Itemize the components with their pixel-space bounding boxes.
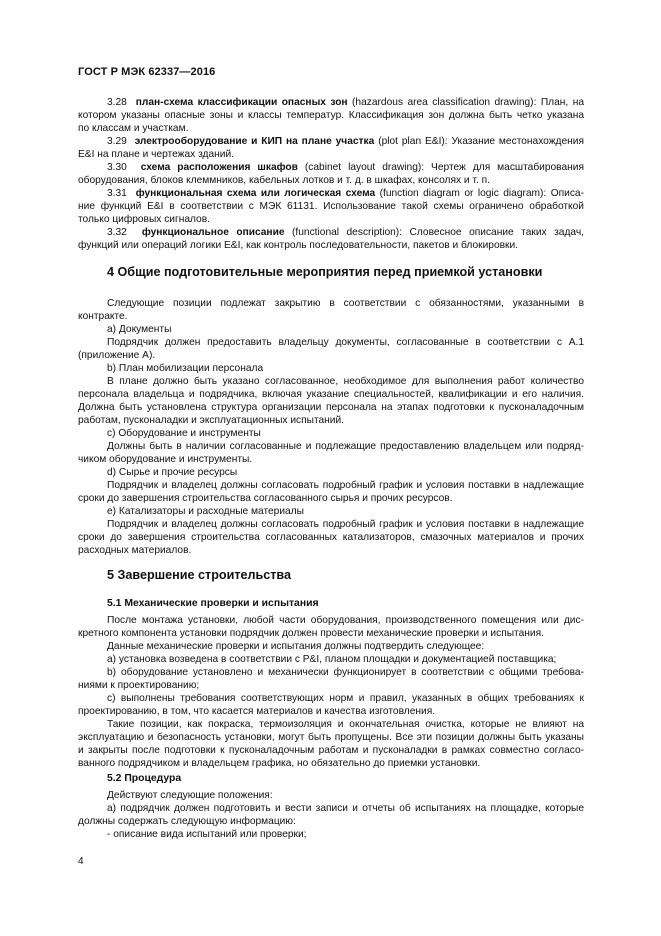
item-c-text-line2: чиком оборудование и инструменты. [78,454,253,465]
item-d-text: Подрядчик и владелец должны согласовать подробный график и условия поставки в надлежащие [107,480,584,491]
term-3-30: 3.30 схема расположения шкафов (cabinet layout drawing): Чертеж для масштабирования [107,162,584,173]
term-3-32: 3.32 функциональное описание (functional description): Словесное описание таких задач, [107,227,584,238]
term-3-31-line2: ние функций E&I в соответствии с МЭК 61131. Использование такой схемы ограничено обработкой [78,201,584,212]
s51-para3-line4: ванного подрядчиком и владельцем графика, но обязательно до приемки установки. [78,758,481,769]
s52-list-a: a) подрядчик должен подготовить и вести записи и отчеты об испытаниях на площадке, которые [107,803,584,814]
item-e-text-line2: сроки до завершения строительства согласованных катализаторов, смазочных материалов и прочих [78,532,584,543]
item-c-text: Должны быть в наличии согласованные и подлежащие предоставлению владельцем или подряд- [107,441,584,452]
item-d-text-line2: сроки до завершения строительства согласованного сырья и прочих ресурсов. [78,493,453,504]
term-3-28: 3.28 план-схема классификации опасных зон (hazardous area classification drawing): План, на [107,97,584,108]
term-3-31-line3: только цифровых сигналов. [78,214,210,225]
s51-list-c-line2: проектированию, в том, что касается материалов и качества изготовления. [78,706,436,717]
item-e-text-line3: расходных материалов. [78,545,192,556]
s51-list-c: c) выполнены требования соответствующих норм и правил, указанных в общих требованиях к [107,693,584,704]
subsection-5-1-title: 5.1 Механические проверки и испытания [107,598,319,609]
term-3-28-line2: котором указаны опасные зоны и классы температур. Классификация зон должна быть четко указана [78,110,584,121]
item-b-text: В плане должно быть указано согласованное, необходимое для выполнения работ количество [107,376,584,387]
s51-para1: После монтажа установки, любой части оборудования, производственного помещения или дис- [107,615,584,626]
s51-list-a: a) установка возведена в соответствии с P&I, планом площадки и документацией поставщика; [107,654,557,665]
s51-para3: Такие позиции, как покраска, термоизоляция и окончательная очистка, которые не влияют на [107,719,584,730]
s51-para3-line2: эксплуатацию и безопасность установки, могут быть пропущены. Все эти позиции должны быть указаны [78,732,584,743]
s52-list-a-line2: должны содержать следующую информацию: [78,816,296,827]
item-b-text-line4: работам, пусконаладки и эксплуатационных испытаний. [78,415,344,426]
term-3-29: 3.29 электрооборудование и КИП на плане участка (plot plan E&I): Указание местонахождения [107,136,584,147]
item-c-title: c) Оборудование и инструменты [107,428,261,439]
s51-para2: Данные механические проверки и испытания должны подтвердить следующее: [107,641,485,652]
term-3-31: 3.31 функциональная схема или логическая схема (function diagram or logic diagram): Описа- [107,188,584,199]
s52-dash-item: - описание вида испытаний или проверки; [107,829,307,840]
s51-list-b: b) оборудование установлено и механически функционирует в соответствии с общими требова- [107,667,584,678]
term-3-29-line2: E&I на плане и чертежах зданий. [78,149,234,160]
term-3-30-line2: оборудования, блоков клеммников, кабельных лотков и т. д. в шкафах, консолях и т. п. [78,175,490,186]
item-e-text: Подрядчик и владелец должны согласовать подробный график и условия поставки в надлежащие [107,519,584,530]
subsection-5-2-title: 5.2 Процедура [107,773,182,784]
s51-list-b-line2: ниями к проектированию; [78,680,200,691]
page-number: 4 [78,856,84,867]
item-a-text-line2: (приложение А). [78,350,156,361]
document-header: ГОСТ Р МЭК 62337—2016 [78,66,216,78]
s51-para3-line3: и закрыты после подготовки к пусконаладочным работам и пусконаладки в рамках совместно согласо- [78,745,584,756]
item-b-text-line3: Должна быть установлена структура организации персонала на этапах подготовки к пусконаладочным [78,402,584,413]
item-a-title: a) Документы [107,324,172,335]
section-4-title: 4 Общие подготовительные мероприятия перед приемкой установки [107,265,543,279]
item-d-title: d) Сырье и прочие ресурсы [107,467,238,478]
item-a-text: Подрядчик должен предоставить владельцу документы, согласованные в соответствии с А.1 [107,337,584,348]
term-3-28-line3: по классам и участкам. [78,123,189,134]
s52-para1: Действуют следующие положения: [107,790,273,801]
term-3-32-line2: функций или операций логики E&I, как контроль последовательности, пакетов и блокировки. [78,240,518,251]
item-b-title: b) План мобилизации персонала [107,363,264,374]
section-5-title: 5 Завершение строительства [107,568,291,582]
section-4-intro-line2: контракте. [78,311,128,322]
item-b-text-line2: персонала владельца и подрядчика, включая указание специальностей, квалификации и его наличия. [78,389,584,400]
section-4-intro: Следующие позиции подлежат закрытию в соответствии с обязанностями, указанными в [107,298,584,309]
item-e-title: e) Катализаторы и расходные материалы [107,506,304,517]
s51-para1-line2: кретного компонента установки подрядчик должен провести механические проверки и испытания. [78,628,544,639]
